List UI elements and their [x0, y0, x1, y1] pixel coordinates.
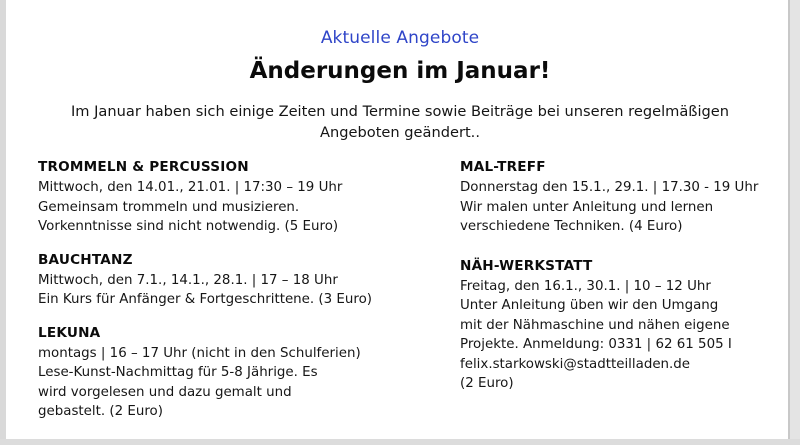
offer-heading: LEKUNA [38, 324, 101, 341]
offer-details: Donnerstag den 15.1., 29.1. | 17.30 - 19 Uhr Wir malen unter Anleitung und lernen verschiedene Techniken. (4 Euro) [460, 180, 759, 234]
section-kicker: Aktuelle Angebote [320, 28, 480, 48]
page-title: Änderungen im Januar! [249, 58, 551, 84]
offer-mal-treff [460, 157, 770, 237]
offer-details: Freitag, den 16.1., 30.1. | 10 – 12 Uhr Unter Anleitung üben wir den Umgang mit der Nähmaschine und nähen eigene Projekte. Anmeldung: 0331 | 62 61 505 I felix.starkowski@stadtteilladen.de (2 Euro) [460, 278, 732, 391]
offer-heading: NÄH-WERKSTATT [460, 257, 593, 274]
offer-details: montags | 16 – 17 Uhr (nicht in den Schulferien) Lese-Kunst-Nachmittag für 5-8 Jährige. Es wird vorgelesen und dazu gemalt und gebastelt. (2 Euro) [38, 345, 361, 419]
offer-heading: MAL-TREFF [460, 159, 546, 175]
offer-lekuna [38, 323, 398, 422]
window-frame-bottom [0, 439, 800, 445]
offer-naeh-werkstatt [460, 256, 770, 394]
intro-text: Im Januar haben sich einige Zeiten und Termine sowie Beiträge bei unseren regelmäßigen Angeboten geändert.. [70, 103, 730, 141]
offers-column-right [460, 157, 770, 413]
offer-trommeln [38, 157, 398, 237]
offer-details: Mittwoch, den 7.1., 14.1., 28.1. | 17 – 18 Uhr Ein Kurs für Anfänger & Fortgeschrittene. (3 Euro) [38, 272, 372, 307]
offer-details: Mittwoch, den 14.01., 21.01. | 17:30 – 19 Uhr Gemeinsam trommeln und musizieren. Vorkenntnisse sind nicht notwendig. (5 Euro) [38, 180, 343, 234]
offer-heading: BAUCHTANZ [38, 251, 133, 268]
offer-bauchtanz [38, 250, 398, 310]
offer-heading: TROMMELN & PERCUSSION [38, 159, 249, 175]
offers-column-left [38, 157, 398, 435]
